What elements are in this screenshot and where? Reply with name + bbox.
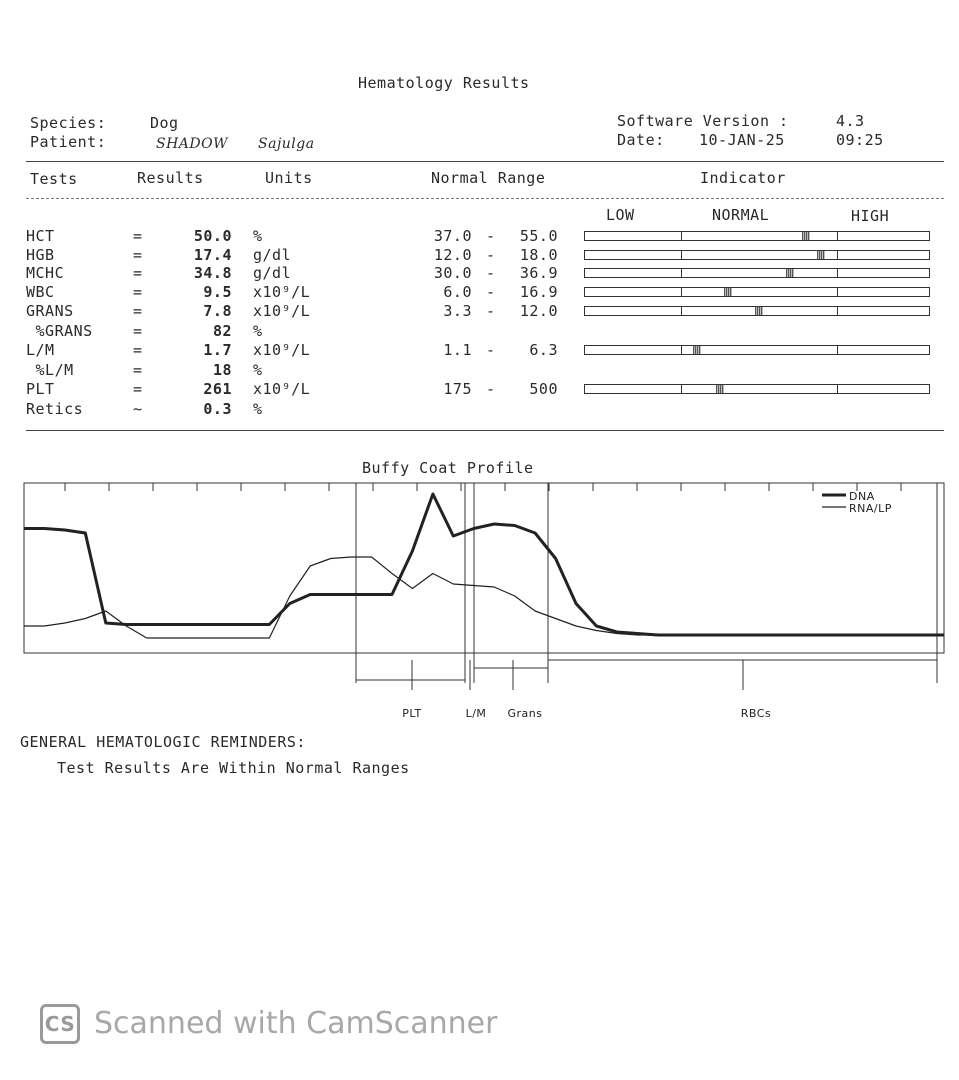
row-test-name: WBC [26, 283, 55, 301]
row-result: 50.0 [193, 227, 232, 245]
patient-label: Patient: [30, 133, 107, 151]
row-test-name: HCT [26, 227, 55, 245]
date-label: Date: [617, 131, 665, 149]
row-result: 1.7 [203, 341, 232, 359]
row-range-low: 1.1 [443, 341, 472, 359]
row-range-low: 37.0 [433, 227, 472, 245]
row-result: 18 [212, 361, 232, 379]
row-result: 82 [212, 322, 232, 340]
region-label: PLT [402, 707, 422, 720]
row-range-dash: - [486, 264, 496, 282]
row-result: 261 [203, 380, 232, 398]
region-label: Grans [507, 707, 543, 720]
indicator-high-label: HIGH [851, 207, 890, 225]
reminders-title: GENERAL HEMATOLOGIC REMINDERS: [20, 733, 306, 751]
row-operator: = [133, 380, 143, 398]
row-range-high: 500 [529, 380, 558, 398]
row-result: 0.3 [203, 400, 232, 418]
row-operator: ~ [133, 400, 143, 418]
row-unit: % [253, 227, 263, 245]
row-unit: x10⁹/L [253, 341, 311, 359]
row-range-high: 6.3 [529, 341, 558, 359]
row-range-low: 3.3 [443, 302, 472, 320]
row-test-name: GRANS [26, 302, 74, 320]
species-label: Species: [30, 114, 107, 132]
chart-frame [24, 483, 944, 653]
row-test-name: Retics [26, 400, 84, 418]
row-range-high: 16.9 [519, 283, 558, 301]
camscanner-logo: CS [40, 1004, 80, 1044]
row-unit: x10⁹/L [253, 302, 311, 320]
row-operator: = [133, 283, 143, 301]
row-operator: = [133, 264, 143, 282]
report-title: Hematology Results [358, 74, 530, 92]
row-range-high: 36.9 [519, 264, 558, 282]
header-tests: Tests [30, 170, 78, 188]
camscanner-watermark: Scanned with CamScanner [94, 1006, 498, 1041]
row-result: 9.5 [203, 283, 232, 301]
row-operator: = [133, 227, 143, 245]
row-result: 34.8 [193, 264, 232, 282]
patient-first-name: SHADOW [156, 136, 229, 152]
row-test-name: HGB [26, 246, 55, 264]
row-test-name: L/M [26, 341, 55, 359]
series-line-dna [24, 494, 944, 635]
date-value: 10-JAN-25 [699, 131, 785, 149]
software-version: 4.3 [836, 112, 865, 130]
row-result: 7.8 [203, 302, 232, 320]
row-range-dash: - [486, 246, 496, 264]
row-range-high: 12.0 [519, 302, 558, 320]
row-range-dash: - [486, 283, 496, 301]
reminders-text: Test Results Are Within Normal Ranges [57, 759, 410, 777]
legend-label: RNA/LP [849, 502, 892, 515]
row-operator: = [133, 341, 143, 359]
row-operator: = [133, 361, 143, 379]
row-result: 17.4 [193, 246, 232, 264]
row-range-low: 12.0 [433, 246, 472, 264]
region-label: RBCs [740, 707, 772, 720]
row-operator: = [133, 246, 143, 264]
time-value: 09:25 [836, 131, 884, 149]
header-results: Results [137, 169, 204, 187]
row-range-dash: - [486, 302, 496, 320]
row-test-name: MCHC [26, 264, 65, 282]
row-range-low: 30.0 [433, 264, 472, 282]
row-unit: g/dl [253, 246, 292, 264]
row-unit: % [253, 400, 263, 418]
row-range-dash: - [486, 380, 496, 398]
patient-last-name: Sajulga [258, 136, 315, 152]
row-test-name: %L/M [26, 361, 74, 379]
row-range-dash: - [486, 341, 496, 359]
row-range-high: 55.0 [519, 227, 558, 245]
header-units: Units [265, 169, 313, 187]
row-unit: % [253, 361, 263, 379]
row-unit: g/dl [253, 264, 292, 282]
species-value: Dog [150, 114, 179, 132]
indicator-normal-label: NORMAL [712, 206, 770, 224]
chart-title: Buffy Coat Profile [362, 459, 534, 477]
row-range-low: 175 [443, 380, 472, 398]
row-test-name: %GRANS [26, 322, 93, 340]
row-unit: x10⁹/L [253, 380, 311, 398]
header-indicator: Indicator [700, 169, 786, 187]
row-operator: = [133, 302, 143, 320]
row-range-low: 6.0 [443, 283, 472, 301]
header-normal-range: Normal Range [431, 169, 546, 187]
row-range-high: 18.0 [519, 246, 558, 264]
row-unit: % [253, 322, 263, 340]
row-operator: = [133, 322, 143, 340]
row-range-dash: - [486, 227, 496, 245]
software-label: Software Version : [617, 112, 789, 130]
indicator-low-label: LOW [606, 206, 635, 224]
region-label: L/M [465, 707, 487, 720]
row-test-name: PLT [26, 380, 55, 398]
legend-label: DNA [849, 490, 875, 503]
row-unit: x10⁹/L [253, 283, 311, 301]
